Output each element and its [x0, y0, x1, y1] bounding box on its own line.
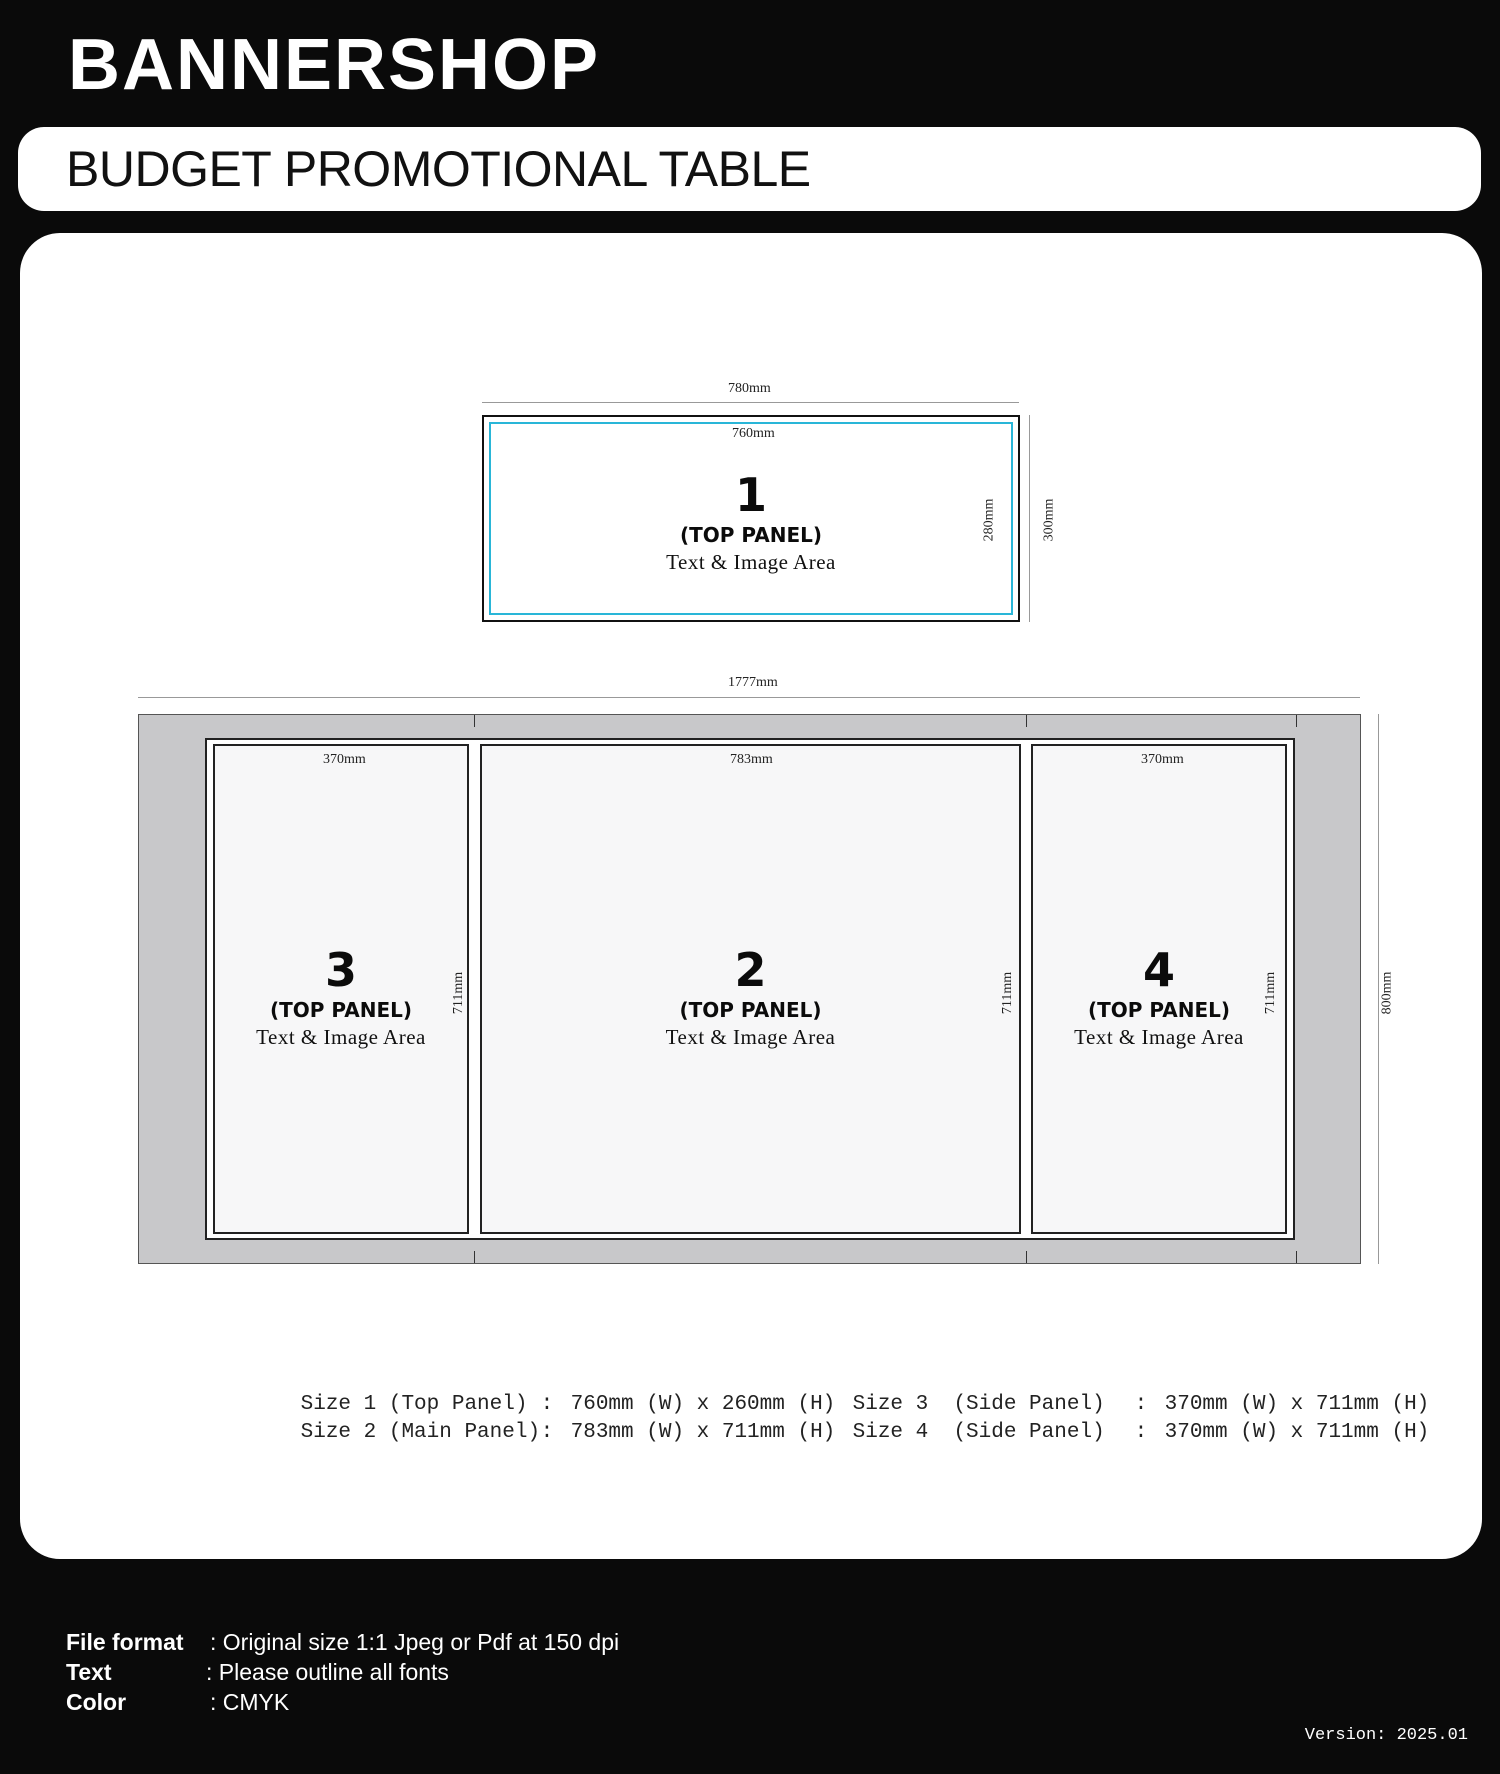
top-outer-height-label: 300mm — [1041, 498, 1057, 542]
top-inner-height-label: 280mm — [981, 498, 997, 542]
panel-1-number: 1 — [734, 468, 767, 522]
panel-3 — [213, 744, 469, 1234]
top-outer-height-line — [1029, 415, 1030, 622]
panel-4-subtitle: (TOP PANEL) — [1088, 998, 1230, 1022]
version-label: Version: 2025.01 — [1304, 1726, 1468, 1745]
total-height-label: 800mm — [1379, 971, 1395, 1015]
spec-row-file-format — [66, 1627, 619, 1657]
top-inner-width-label: 760mm — [732, 426, 775, 441]
spec-value: : CMYK — [210, 1689, 290, 1715]
size-4-value: 370mm (W) x 711mm (H) — [1164, 1421, 1430, 1444]
size-legend — [225, 1370, 1430, 1444]
page-title: BUDGET PROMOTIONAL TABLE — [66, 141, 811, 197]
file-spec-footer — [66, 1627, 619, 1717]
spec-value: : Please outline all fonts — [206, 1659, 449, 1685]
template-canvas — [20, 233, 1482, 1559]
title-bar — [18, 127, 1481, 211]
spec-row-color — [66, 1687, 619, 1717]
panel-3-area-label: Text & Image Area — [256, 1025, 426, 1049]
spec-label: Color — [66, 1689, 127, 1715]
panel-2-number: 2 — [734, 943, 767, 997]
panel-1-area-label: Text & Image Area — [666, 550, 836, 574]
size-1-name: Size 1 (Top Panel) — [300, 1393, 528, 1416]
panel-4 — [1031, 744, 1287, 1234]
panel-4-height-label: 711mm — [1263, 971, 1279, 1015]
size-2-value: 783mm (W) x 711mm (H) — [570, 1421, 836, 1444]
total-width-line — [138, 697, 1360, 698]
panel-2-width-label: 783mm — [730, 752, 773, 767]
size-3-name: Size 3 (Side Panel) — [852, 1393, 1105, 1416]
size-separator: : — [540, 1421, 554, 1444]
panel-1-subtitle: (TOP PANEL) — [680, 523, 822, 547]
panel-3-number: 3 — [324, 943, 357, 997]
panel-4-number: 4 — [1142, 943, 1175, 997]
fold-tick — [1026, 1251, 1027, 1263]
top-outer-width-label: 780mm — [728, 381, 771, 396]
fold-tick — [1296, 715, 1297, 727]
fold-tick — [474, 715, 475, 727]
spec-row-text — [66, 1657, 619, 1687]
size-row — [225, 1370, 1430, 1416]
panel-2-height-label: 711mm — [1000, 971, 1016, 1015]
panel-3-height-label: 711mm — [451, 971, 467, 1015]
size-2-name: Size 2 (Main Panel) — [300, 1421, 541, 1444]
size-1-value: 760mm (W) x 260mm (H) — [570, 1393, 836, 1416]
brand-logo: BANNERSHOP — [68, 25, 601, 105]
top-outer-width-line — [482, 402, 1019, 403]
fold-tick — [474, 1251, 475, 1263]
size-4-name: Size 4 (Side Panel) — [852, 1421, 1105, 1444]
fold-tick — [1026, 715, 1027, 727]
spec-label: File format — [66, 1629, 184, 1655]
spec-value: : Original size 1:1 Jpeg or Pdf at 150 dpi — [210, 1629, 620, 1655]
size-separator: : — [540, 1393, 554, 1416]
size-separator: : — [1134, 1421, 1148, 1444]
size-separator: : — [1134, 1393, 1148, 1416]
total-width-label: 1777mm — [728, 675, 778, 690]
panel-3-subtitle: (TOP PANEL) — [270, 998, 412, 1022]
panel-2-subtitle: (TOP PANEL) — [679, 998, 822, 1022]
spec-label: Text — [66, 1659, 112, 1685]
size-3-value: 370mm (W) x 711mm (H) — [1164, 1393, 1430, 1416]
panel-3-width-label: 370mm — [323, 752, 366, 767]
panel-4-area-label: Text & Image Area — [1074, 1025, 1244, 1049]
top-panel-safe-area — [489, 422, 1013, 615]
panel-4-width-label: 370mm — [1141, 752, 1184, 767]
fold-tick — [1296, 1251, 1297, 1263]
panel-2 — [480, 744, 1021, 1234]
panel-2-area-label: Text & Image Area — [665, 1025, 836, 1049]
